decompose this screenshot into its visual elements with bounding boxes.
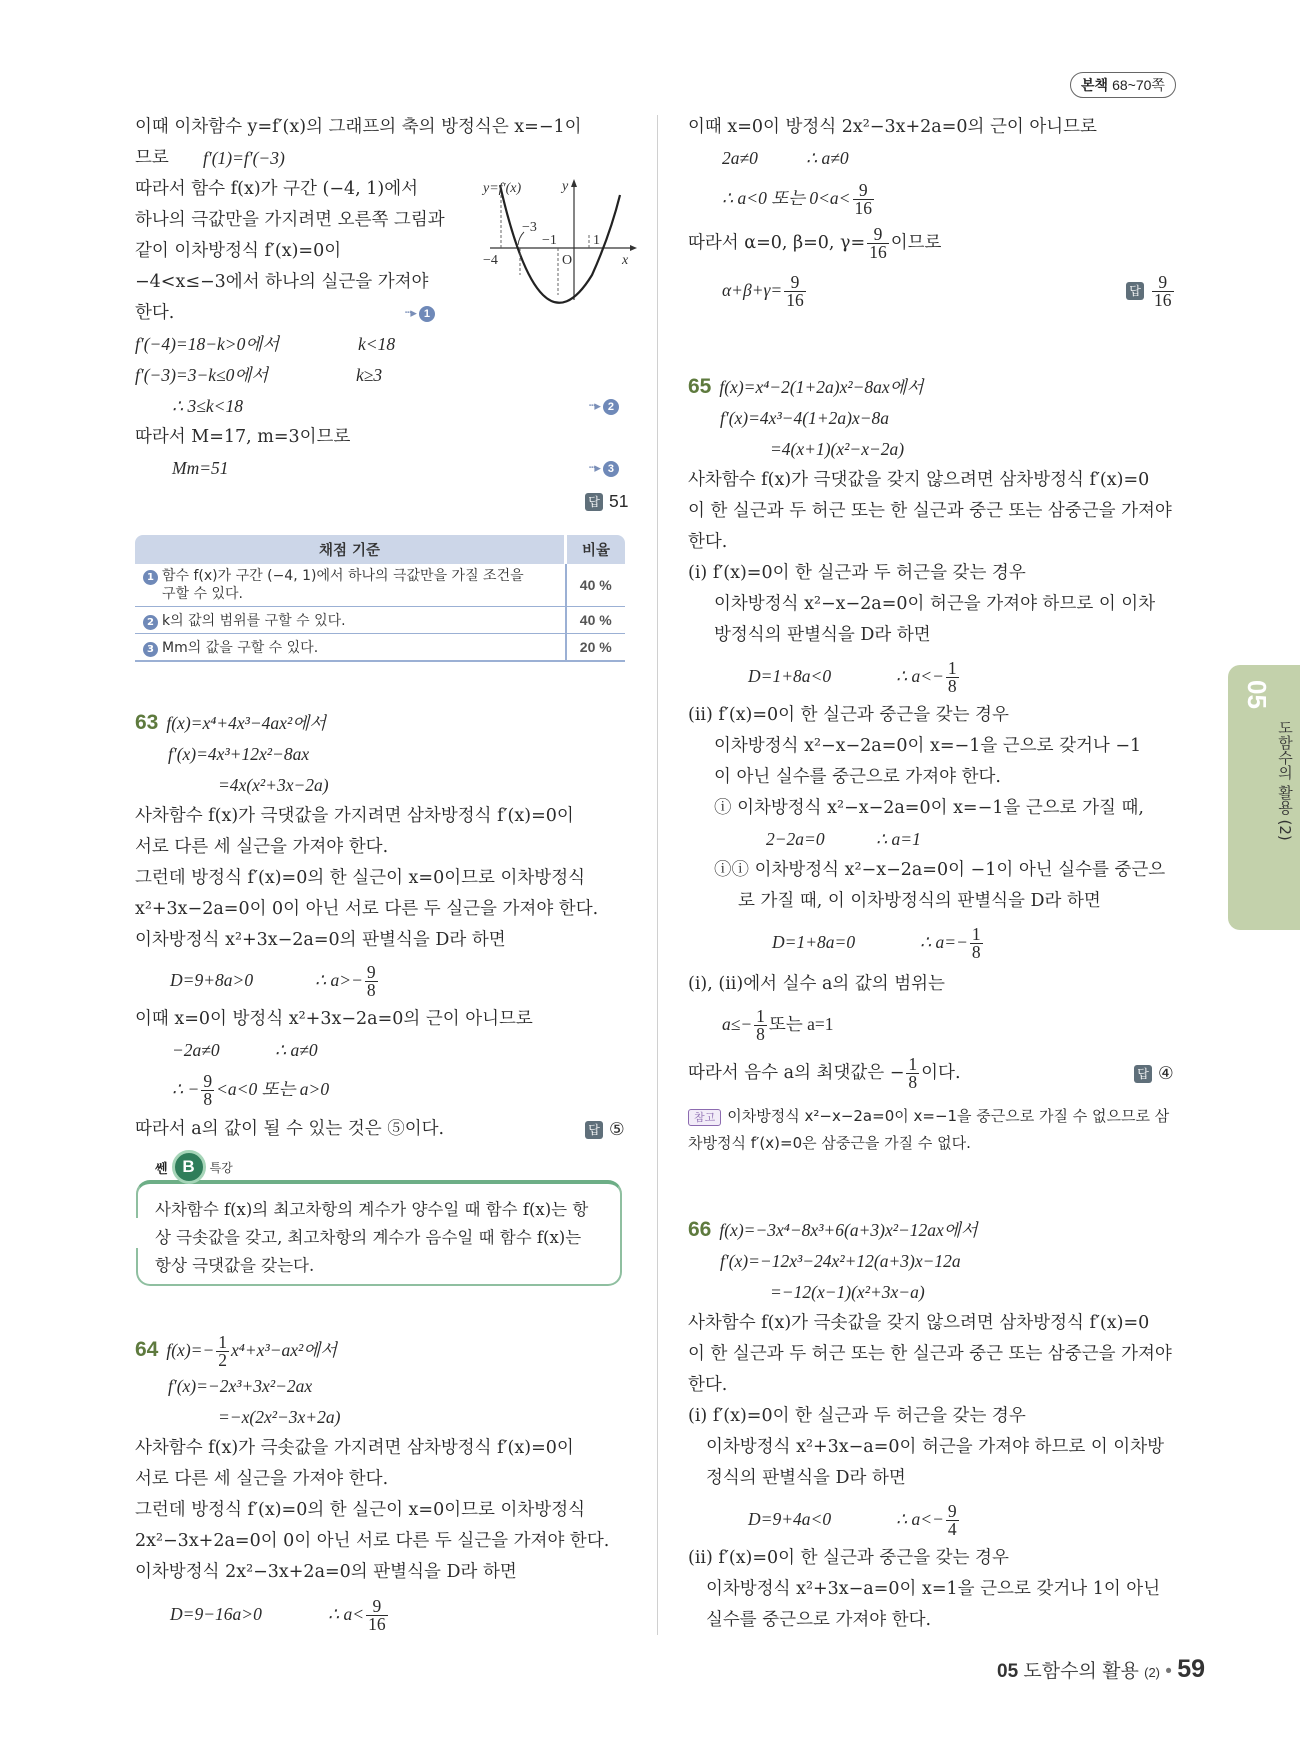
equation: f′(x)=−2x³+3x²−2ax	[168, 1376, 313, 1396]
svg-text:1: 1	[593, 233, 600, 248]
equation: f′(−3)=3−k≤0에서	[135, 365, 269, 385]
text-line: 한다.	[135, 303, 175, 323]
equation: α+β+γ= $\frac{9}{16}$	[722, 272, 804, 311]
case-heading: (ii) f′(x)=0이 한 실근과 중근을 갖는 경우	[688, 1548, 1009, 1568]
equation: ∴ a<− $\frac{9}{4}$	[896, 1501, 957, 1540]
text-line: 따라서 M=17, m=3이므로	[135, 427, 351, 447]
graph-curve-label: y=f′(x)	[483, 181, 522, 196]
equation: f′(x)=4x³+12x²−8ax	[168, 744, 310, 764]
problem-number: 65	[688, 375, 712, 398]
text-line: 실수를 중근으로 가져야 한다.	[706, 1610, 932, 1630]
text-line: 이때 이차함수 y=f′(x)의 그래프의 축의 방정식은 x=−1이	[135, 117, 582, 137]
equation: =−x(2x²−3x+2a)	[218, 1407, 341, 1427]
derivative-parabola-graph	[480, 175, 640, 310]
text-line: 므로	[135, 148, 169, 168]
answer-icon: 답	[585, 1121, 603, 1139]
equation: f′(−4)=18−k>0에서	[135, 334, 280, 354]
text-line: 로 가질 때, 이 이차방정식의 판별식을 D라 하면	[738, 891, 1101, 911]
equation: D=1+8a=0	[772, 932, 856, 952]
text-line: 따라서 a의 값이 될 수 있는 것은 ⑤이다.	[135, 1119, 445, 1139]
text-line: 이차방정식 x²−x−2a=0이 허근을 가져야 하므로 이 이차	[714, 594, 1156, 614]
text-line: 이때 x=0이 방정식 2x²−3x+2a=0의 근이 아니므로	[688, 117, 1097, 137]
ssen-b-special-logo: 쎈 B 특강	[155, 1150, 233, 1184]
answer-64: 답 $\frac{9}{16}$	[1126, 272, 1176, 309]
problem-number: 64	[135, 1338, 159, 1361]
svg-text:y: y	[562, 179, 569, 194]
text-line: 이차방정식 x²−x−2a=0이 x=−1을 근으로 갖거나 −1	[714, 736, 1142, 756]
equation: f′(1)=f′(−3)	[203, 148, 285, 168]
text-line: 서로 다른 세 실근을 가져야 한다.	[135, 1469, 389, 1489]
text-line: 이차방정식 x²+3x−2a=0의 판별식을 D라 하면	[135, 930, 506, 950]
table-row: 1 함수 f(x)가 구간 (−4, 1)에서 하나의 극값만을 가질 조건을 구할 수 있다. 40 %	[135, 564, 625, 607]
text-line: 사차함수 f(x)가 극솟값을 갖지 않으려면 삼차방정식 f′(x)=0	[688, 1313, 1150, 1333]
equation: ∴ a< $\frac{9}{16}$	[328, 1596, 386, 1635]
equation: D=9−16a>0	[170, 1604, 262, 1624]
tip-text: 사차함수 f(x)의 최고차항의 계수가 양수일 때 함수 f(x)는 항	[155, 1200, 589, 1219]
column-header-ratio: 비율	[566, 535, 626, 564]
page-number: 59	[1177, 1655, 1206, 1683]
equation: k≥3	[356, 365, 383, 385]
equation: ∴ a<0 또는 0<a< $\frac{9}{16}$	[722, 180, 872, 219]
svg-text:−3: −3	[522, 220, 537, 235]
equation: −2a≠0	[172, 1040, 220, 1060]
text-line: 하나의 극값만을 가지려면 오른쪽 그림과	[135, 210, 445, 230]
table-row: 3 Mm의 값을 구할 수 있다. 20 %	[135, 634, 625, 662]
note-line: 참고 이차방정식 x²−x−2a=0이 x=−1을 중근으로 가질 수 없으므로 삼	[688, 1104, 1169, 1128]
svg-text:x: x	[622, 253, 629, 268]
column-header-criteria: 채점 기준	[135, 535, 566, 564]
svg-text:−4: −4	[483, 253, 498, 268]
equation: Mm=51	[172, 458, 229, 478]
text-line: 그런데 방정식 f′(x)=0의 한 실근이 x=0이므로 이차방정식	[135, 1500, 586, 1520]
equation: 2−2a=0	[766, 829, 825, 849]
equation: f′(x)=4x³−4(1+2a)x−8a	[720, 408, 890, 428]
equation: D=1+8a<0	[748, 666, 832, 686]
equation: ∴ a=− $\frac{1}{8}$	[920, 924, 981, 963]
svg-text:−1: −1	[542, 233, 557, 248]
equation: D=9+4a<0	[748, 1509, 832, 1529]
equation: ∴ − $\frac{9}{8}$ <a<0 또는 a>0	[172, 1071, 330, 1110]
text-line: 이 한 실근과 두 허근 또는 한 실근과 중근 또는 삼중근을 가져야	[688, 501, 1172, 521]
text-line: 이차방정식 x²+3x−a=0이 허근을 가져야 하므로 이 이차방	[706, 1437, 1165, 1457]
grading-criteria-table	[135, 535, 625, 662]
table-row: 2 k의 값의 범위를 구할 수 있다. 40 %	[135, 607, 625, 634]
case-heading: (i) f′(x)=0이 한 실근과 두 허근을 갖는 경우	[688, 563, 1026, 583]
equation: ∴ a<− $\frac{1}{8}$	[896, 658, 957, 697]
chapter-title: 도함수의 활용 (2)	[1276, 720, 1294, 841]
text-line: 사차함수 f(x)가 극솟값을 가지려면 삼차방정식 f′(x)=0이	[135, 1438, 574, 1458]
page-footer: 05 도함수의 활용 (2) • 59	[997, 1655, 1206, 1683]
text-line: 정식의 판별식을 D라 하면	[706, 1468, 906, 1488]
text-line: 한다.	[688, 532, 728, 552]
equation: ∴ a≠0	[806, 148, 849, 168]
column-divider	[657, 115, 658, 1635]
equation: ∴ a≠0	[275, 1040, 318, 1060]
equation: a≤− $\frac{1}{8}$ 또는 a=1	[722, 1006, 834, 1045]
text-line: 같이 이차방정식 f′(x)=0이	[135, 241, 342, 261]
equation: 2a≠0	[722, 148, 758, 168]
note-badge: 참고	[688, 1109, 721, 1126]
answer-62: 답 51	[585, 489, 628, 513]
step-marker-3: ···▸ 3	[588, 456, 619, 481]
equation: ∴ a=1	[876, 829, 921, 849]
text-line: 이 한 실근과 두 허근 또는 한 실근과 중근 또는 삼중근을 가져야	[688, 1344, 1172, 1364]
answer-63: 답 ⑤	[585, 1117, 625, 1141]
text-line: 이 아닌 실수를 중근으로 가져야 한다.	[714, 767, 1001, 787]
answer-icon: 답	[1126, 282, 1144, 300]
step-marker-1: ···▸ 1	[404, 301, 435, 326]
chapter-number: 05	[1242, 680, 1272, 709]
text-line: 이차방정식 2x²−3x+2a=0의 판별식을 D라 하면	[135, 1562, 517, 1582]
case-heading: (ii) f′(x)=0이 한 실근과 중근을 갖는 경우	[688, 705, 1009, 725]
sub-case: ⓘ 이차방정식 x²−x−2a=0이 x=−1을 근으로 가질 때,	[714, 798, 1144, 818]
text-line: 그런데 방정식 f′(x)=0의 한 실근이 x=0이므로 이차방정식	[135, 868, 586, 888]
problem-number: 63	[135, 711, 159, 734]
textbook-reference-badge: 본책 68~70쪽	[1070, 72, 1176, 98]
equation: =4x(x²+3x−2a)	[218, 775, 329, 795]
equation: D=9+8a>0	[170, 970, 254, 990]
note-line: 차방정식 f′(x)=0은 삼중근을 가질 수 없다.	[688, 1134, 971, 1152]
text-line: −4<x≤−3에서 하나의 실근을 가져야	[135, 272, 429, 292]
text-line: 사차함수 f(x)가 극댓값을 갖지 않으려면 삼차방정식 f′(x)=0	[688, 470, 1150, 490]
text-line: 2x²−3x+2a=0이 0이 아닌 서로 다른 두 실근을 가져야 한다.	[135, 1531, 610, 1551]
answer-icon: 답	[585, 493, 603, 511]
tip-text: 상 극솟값을 갖고, 최고차항의 계수가 음수일 때 함수 f(x)는	[155, 1228, 582, 1247]
text-line: 이차방정식 x²+3x−a=0이 x=1을 근으로 갖거나 1이 아닌	[706, 1579, 1161, 1599]
text-line: (i), (ii)에서 실수 a의 값의 범위는	[688, 974, 945, 994]
equation: =−12(x−1)(x²+3x−a)	[770, 1282, 925, 1302]
text-line: 따라서 함수 f(x)가 구간 (−4, 1)에서	[135, 179, 419, 199]
step-marker-2: ···▸ 2	[588, 394, 619, 419]
equation: ∴ 3≤k<18	[172, 396, 243, 416]
text-line: 따라서 음수 a의 최댓값은 − $\frac{1}{8}$ 이다.	[688, 1054, 961, 1092]
text-line: 서로 다른 세 실근을 가져야 한다.	[135, 837, 389, 857]
text-line: 따라서 α=0, β=0, γ= $\frac{9}{16}$ 이므로	[688, 224, 942, 262]
text-line: 이때 x=0이 방정식 x²+3x−2a=0의 근이 아니므로	[135, 1009, 533, 1029]
text-line: 사차함수 f(x)가 극댓값을 가지려면 삼차방정식 f′(x)=0이	[135, 806, 574, 826]
tip-text: 항상 극댓값을 갖는다.	[155, 1256, 315, 1275]
text-line: 한다.	[688, 1375, 728, 1395]
text-line: x²+3x−2a=0이 0이 아닌 서로 다른 두 실근을 가져야 한다.	[135, 899, 599, 919]
equation: f′(x)=−12x³−24x²+12(a+3)x−12a	[720, 1251, 961, 1271]
equation: k<18	[358, 334, 396, 354]
svg-text:O: O	[562, 253, 573, 268]
case-heading: (i) f′(x)=0이 한 실근과 두 허근을 갖는 경우	[688, 1406, 1026, 1426]
text-line: 방정식의 판별식을 D라 하면	[714, 625, 931, 645]
answer-65: 답 ④	[1134, 1061, 1174, 1085]
equation: =4(x+1)(x²−x−2a)	[770, 439, 905, 459]
equation: ∴ a>− $\frac{9}{8}$	[315, 962, 376, 1001]
answer-icon: 답	[1134, 1065, 1152, 1083]
sub-case: ⓘⓘ 이차방정식 x²−x−2a=0이 −1이 아닌 실수를 중근으	[714, 860, 1166, 880]
problem-number: 66	[688, 1218, 712, 1241]
